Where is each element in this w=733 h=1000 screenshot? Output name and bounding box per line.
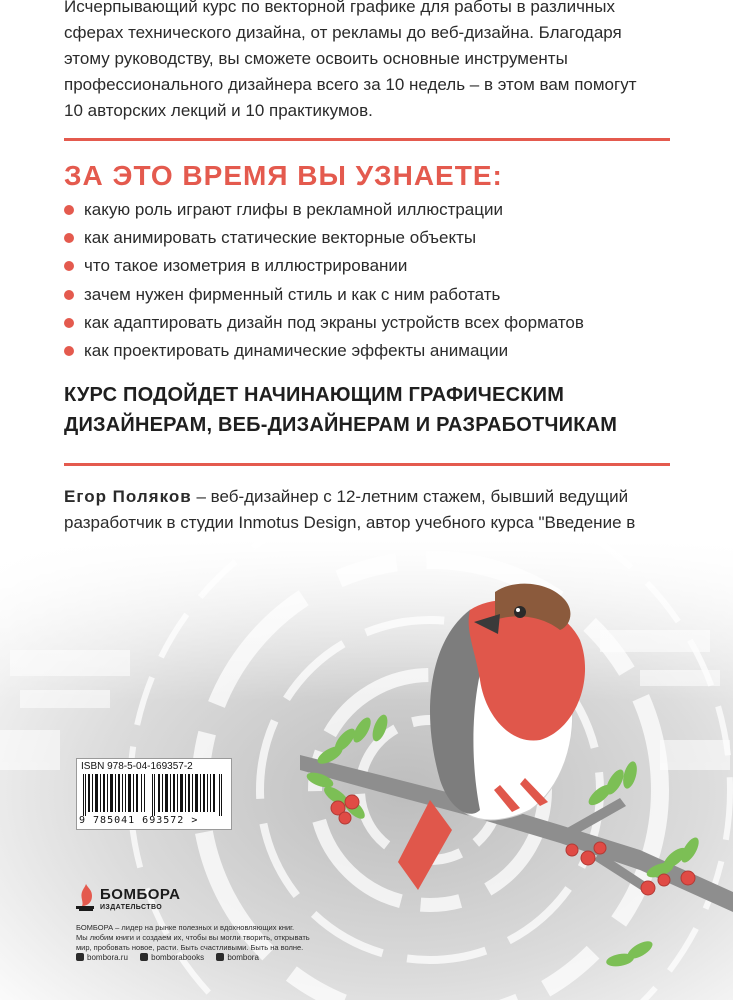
publisher-text [76, 923, 376, 953]
vk-icon [140, 953, 148, 961]
youtube-icon [216, 953, 224, 961]
isbn-text: ISBN 978-5-04-169357-2 [81, 761, 193, 772]
author-line [64, 484, 684, 510]
publisher-text-line: БОМБОРА – лидер на рынке полезных и вдохновляющих книг. [76, 923, 295, 932]
bullet-dot-icon [64, 233, 74, 243]
social-instagram[interactable] [76, 953, 128, 962]
bullet-dot-icon [64, 318, 74, 328]
list-item [64, 196, 584, 224]
intro-line: этому руководству, вы сможете освоить основные инструменты [64, 49, 568, 68]
author-line-rest: – веб-дизайнер с 12-летним стажем, бывший ведущий [191, 487, 629, 506]
list-item-text: что такое изометрия в иллюстрировании [84, 256, 408, 276]
social-label: bombora [227, 953, 259, 962]
list-item [64, 224, 584, 252]
list-item [64, 281, 584, 309]
list-item [64, 252, 584, 280]
bullet-dot-icon [64, 346, 74, 356]
audience-line: ДИЗАЙНЕРАМ, ВЕБ-ДИЗАЙНЕРАМ И РАЗРАБОТЧИКАМ [64, 414, 618, 436]
instagram-icon [76, 953, 84, 961]
publisher-sub: ИЗДАТЕЛЬСТВО [100, 904, 163, 911]
list-item-text: как проектировать динамические эффекты анимации [84, 340, 509, 360]
bombora-logo-icon [74, 882, 98, 912]
social-youtube[interactable] [216, 953, 259, 962]
list-item [64, 337, 584, 365]
publisher-name: БОМБОРА [100, 886, 181, 903]
publisher-text-line: Мы любим книги и создаем их, чтобы вы могли творить, открывать [76, 933, 310, 942]
intro-line: профессионального дизайнера всего за 10 недель – в этом вам помогут [64, 75, 637, 94]
bird-eye [514, 606, 526, 618]
barcode-icon [81, 774, 227, 816]
barcode-box [76, 758, 232, 830]
social-label: bombora.ru [87, 953, 128, 962]
divider-top [64, 138, 670, 141]
section-heading: ЗА ЭТО ВРЕМЯ ВЫ УЗНАЕТЕ: [64, 160, 503, 191]
intro-paragraph [64, 0, 664, 124]
intro-line: 10 авторских лекций и 10 практикумов. [64, 101, 373, 120]
barcode-digits: 9 785041 693572 > [79, 815, 199, 826]
list-item-text: зачем нужен фирменный стиль и как с ним работать [84, 284, 501, 304]
bullet-dot-icon [64, 290, 74, 300]
author-name: Егор Поляков [64, 487, 192, 506]
list-item-text: как анимировать статические векторные объекты [84, 228, 477, 248]
list-item-text: как адаптировать дизайн под экраны устройств всех форматов [84, 312, 584, 332]
bullet-dot-icon [64, 261, 74, 271]
publisher-text-line: мир, пробовать новое, расти. Быть счастливыми. Быть на волне. [76, 943, 304, 952]
author-line: разработчик в студии Inmotus Design, автор учебного курса "Введение в [64, 513, 636, 532]
audience-line: КУРС ПОДОЙДЕТ НАЧИНАЮЩИМ ГРАФИЧЕСКИМ [64, 384, 565, 406]
audience-statement [64, 380, 684, 440]
divider-bottom [64, 463, 670, 466]
list-item [64, 309, 584, 337]
bullet-dot-icon [64, 205, 74, 215]
social-label: bomborabooks [151, 953, 205, 962]
intro-line: Исчерпывающий курс по векторной графике для работы в различных [64, 0, 616, 16]
intro-line: сферах технического дизайна, от рекламы до веб-дизайна. Благодаря [64, 23, 622, 42]
list-item-text: какую роль играют глифы в рекламной иллюстрации [84, 200, 503, 219]
social-vk[interactable] [140, 953, 204, 962]
topics-list [64, 196, 584, 365]
social-links [76, 953, 269, 962]
